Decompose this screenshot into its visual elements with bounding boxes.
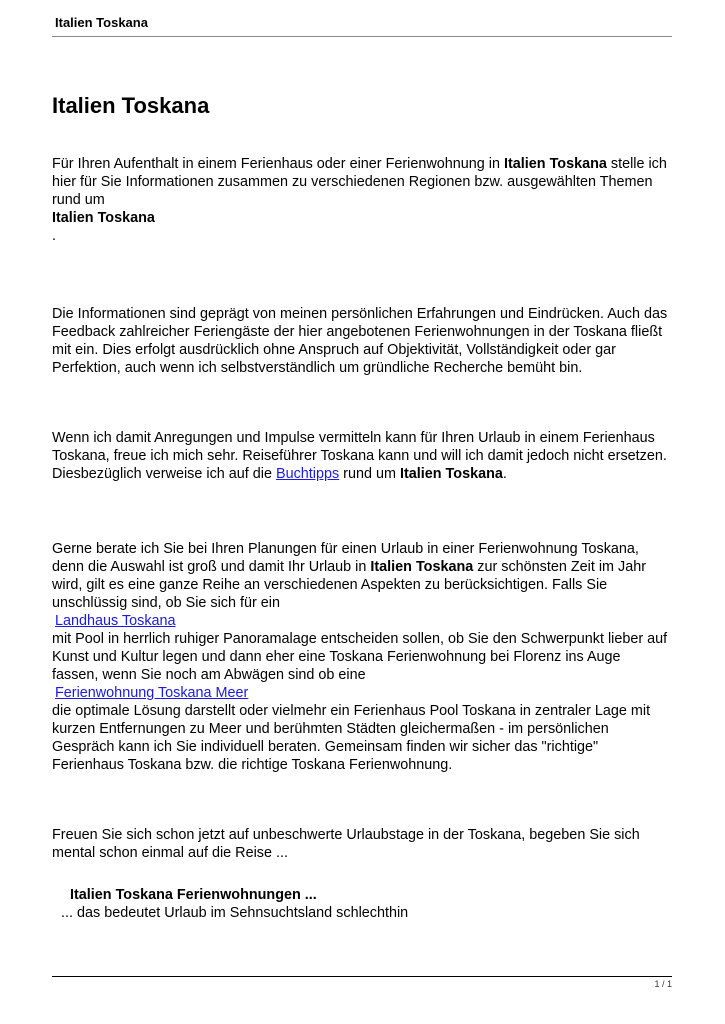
guidebook-bold: Italien Toskana: [399, 466, 503, 482]
intro-bold-1: Italien Toskana: [503, 156, 607, 172]
landhaus-toskana-link[interactable]: Landhaus Toskana: [55, 613, 176, 629]
closing-subtitle: ... das bedeutet Urlaub im Sehnsuchtsland schlechthin: [61, 905, 409, 921]
footer-divider: [52, 976, 672, 977]
closing-title: Italien Toskana Ferienwohnungen ...: [70, 887, 317, 903]
advice-text-3: mit Pool in herrlich ruhiger Panoramalage entscheiden sollen, ob Sie den Schwerpunkt lieber auf Kunst und Kultur legen und dann eher eine Toskana Ferienwohnung bei Florenz ins Auge fassen, wenn Sie noch am Abwägen sind ob eine: [52, 631, 668, 683]
intro-paragraph: [52, 155, 670, 245]
guidebook-text-1: Wenn ich damit Anregungen und Impulse vermitteln kann für Ihren Urlaub in einem Ferienhaus Toskana, freue ich mich sehr. Reiseführer Toskana kann und will ich damit jedoch nicht ersetzen. Diesbezüglich verweise ich auf die: [52, 430, 667, 482]
intro-text-3: .: [52, 228, 56, 244]
guidebook-text-2: rund um: [339, 466, 400, 482]
ferienwohnung-toskana-meer-link[interactable]: Ferienwohnung Toskana Meer: [55, 685, 249, 701]
intro-text-2: stelle ich hier für Sie Informationen zusammen zu verschiedenen Regionen bzw. ausgewählten Themen rund um: [52, 156, 667, 208]
advice-bold: Italien Toskana: [370, 559, 474, 575]
guidebook-paragraph: [52, 429, 670, 483]
experience-paragraph: Die Informationen sind geprägt von meinen persönlichen Erfahrungen und Eindrücken. Auch das Feedback zahlreicher Feriengäste der hier angebotenen Ferienwohnungen in der Toskana fließt mit ein. Dies erfolgt ausdrücklich ohne Anspruch auf Objektivität, Vollständigkeit oder gar Perfektion, auch wenn ich selbstverständlich um gründliche Recherche bemüht bin.: [52, 306, 668, 376]
advice-text-1: Gerne berate ich Sie bei Ihren Planungen für einen Urlaub in einer Ferienwohnung Toskana, denn die Auswahl ist groß und damit Ihr Urlaub in: [52, 541, 639, 575]
guidebook-text-3: .: [502, 466, 507, 482]
page-title: Italien Toskana: [52, 93, 210, 118]
advice-paragraph: [52, 540, 670, 774]
advice-text-4: die optimale Lösung darstellt oder vielmehr ein Ferienhaus Pool Toskana in zentraler Lage mit kurzen Entfernungen zu Meer und berühmten Städten gleichermaßen - im persönlichen Gespräch kann ich Sie individuell beraten. Gemeinsam finden wir sicher das "richtige" Ferienhaus Toskana bzw. die richtige Toskana Ferienwohnung.: [52, 703, 651, 773]
running-header-title: Italien Toskana: [55, 15, 148, 30]
buchtipps-link[interactable]: Buchtipps: [275, 466, 340, 482]
header-divider: [52, 36, 672, 37]
intro-text-1: Für Ihren Aufenthalt in einem Ferienhaus oder einer Ferienwohnung in: [52, 156, 504, 172]
page-number: 1 / 1: [654, 979, 672, 989]
article-body: [52, 155, 670, 922]
intro-bold-2: Italien Toskana: [52, 210, 155, 226]
journey-paragraph: Freuen Sie sich schon jetzt auf unbeschwerte Urlaubstage in der Toskana, begeben Sie sich mental schon einmal auf die Reise ...: [52, 827, 640, 861]
advice-text-2: zur schönsten Zeit im Jahr wird, gilt es eine ganze Reihe an verschiedenen Aspekten zu berücksichtigen. Falls Sie unschlüssig sind, ob Sie sich für ein: [52, 559, 647, 611]
